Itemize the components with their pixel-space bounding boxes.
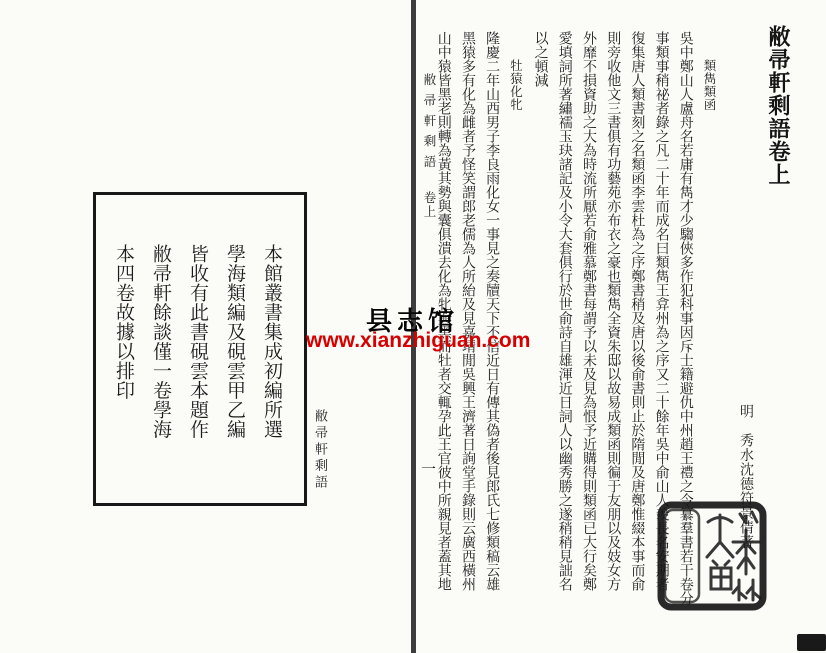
note-column: 本館叢書集成初編所選 — [261, 244, 282, 439]
text-column: 黑猿多有化為雌者予怪笑謂郎老儒為人所紿及見嘉靖閒吳興王濟著日詢堂手錄則云廣西橫州 — [459, 31, 475, 591]
book-title: 敝帚軒剩語卷上 — [766, 25, 791, 186]
note-column: 皆收有此書硯雲本題作 — [187, 244, 208, 439]
text-column: 吳中鄭山人盧舟名若庸有雋才少騶俠多作犯科事因斥士籍避仇中州趙王禮之令纂羣書若干卷分 — [677, 31, 693, 605]
page-number: 一 — [419, 461, 435, 476]
seal-script-glyphs — [707, 512, 760, 600]
text-column: 則旁收他文三書俱有功藝苑亦布衣之豪也類雋全資朱邸以故易成類函則徧于友朋以及妓女方 — [605, 31, 621, 591]
scan-artifact — [797, 634, 826, 651]
text-column: 愛填詞所著繡襦玉玦諸記及小令大套俱行於世俞詩自雄渾近日詞人以幽秀勝之遂稍稍見詘名 — [556, 31, 572, 591]
watermark-site-name: 县志馆 — [366, 306, 460, 336]
note-column: 本四卷故據以排印 — [113, 244, 134, 400]
spine-volume-label: 卷上 — [422, 191, 436, 219]
spine-label-left: 敝帚軒剩語 — [313, 409, 328, 492]
note-column: 敝帚軒餘談僅一卷學海 — [150, 244, 171, 439]
library-seal-stamp — [656, 500, 768, 612]
publisher-note-box — [93, 192, 307, 506]
spine-label-right: 敝帚軒剩語 — [422, 73, 436, 176]
note-column: 學海類編及硯雲甲乙編 — [224, 244, 245, 439]
text-column: 隆慶二年山西男子李良雨化女一事見之奏牘天下不信近日有傳其偽者後見郎氏七修類稿云雄 — [484, 31, 500, 591]
watermark-url: www.xianzhiguan.com — [306, 329, 531, 352]
publisher-note-text — [101, 198, 301, 498]
text-column: 外靡不損資助之大為時流所厭若俞雅慕鄭書每謂予以未及見為恨予近購得則類函已大行矣鄭 — [580, 31, 596, 591]
text-column: 復集唐人類書刻之名類函李雲杜為之序鄭書稍及唐以後俞書則止於隋閒及唐鄭惟綴本事而俞 — [629, 31, 645, 591]
text-column: 以之頓減 — [532, 31, 548, 87]
section-heading: 牡猿化牝 — [508, 59, 523, 111]
text-column: 山中猿皆黑老則轉為黃其勢與囊俱潰去化為牝與黑而牡者交輒孕此王官彼中所親見者蓋其地 — [435, 31, 451, 591]
text-column: 事類事稍祕者錄之凡二十年而成名曰類雋王弇州為之序又二十餘年吳中俞山人羨長名安期者 — [653, 31, 669, 591]
author-line: 明 秀水沈德符景倩著 — [738, 404, 753, 549]
section-heading: 類雋類函 — [702, 59, 716, 111]
